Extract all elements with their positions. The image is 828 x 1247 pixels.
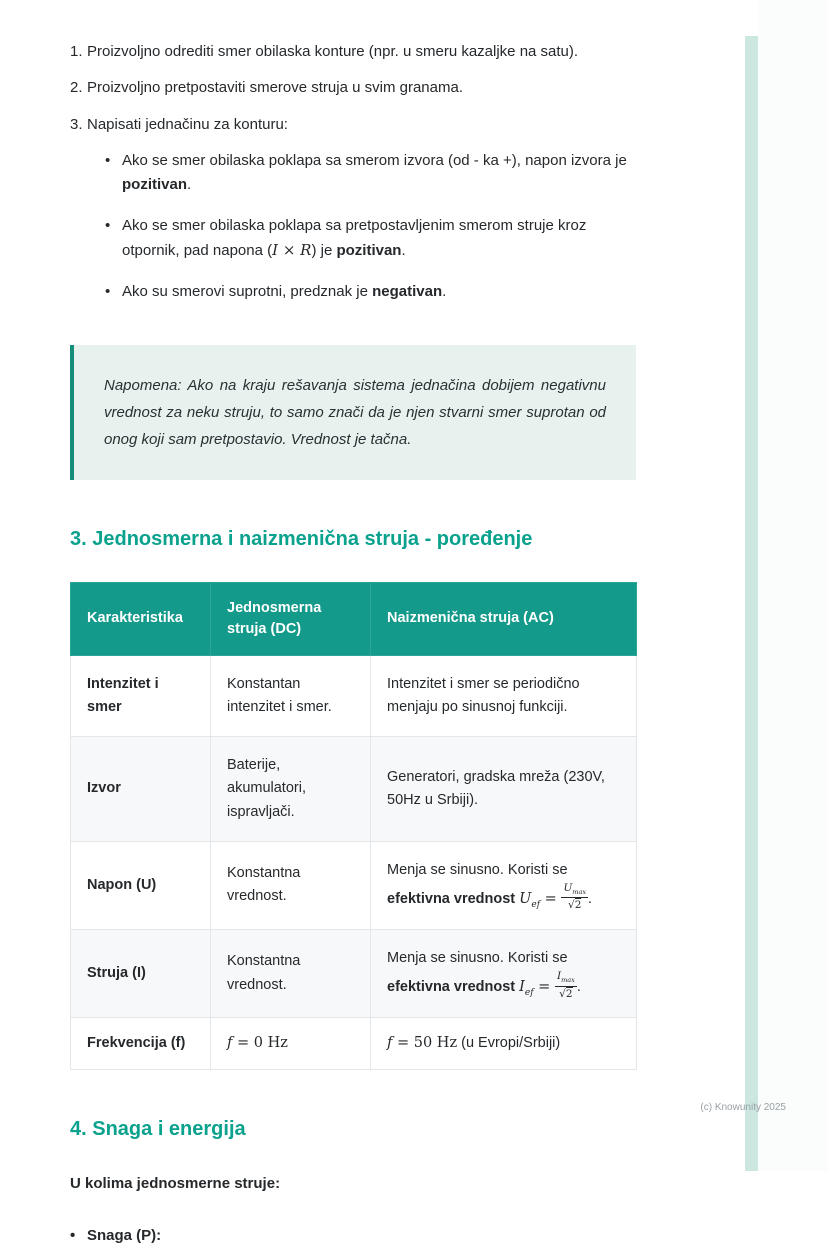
power-bullet-text: Snaga (P): [87,1226,162,1244]
cell-label: Struja (I) [71,929,211,1017]
bullet-marker: • [105,282,111,300]
bold-run: pozitivan [336,241,402,259]
power-bullet-item [70,1224,636,1247]
note-text: Napomena: Ako na kraju rešavanja sistema jednačina dobijem negativnu vrednost za neku struju, to samo znači da je njen stvarni smer suprotan od onog koji sam pretpostavio. Vrednost je tačna. [104,376,606,448]
comparison-table [70,582,637,1071]
sub-item-text [122,214,636,263]
list-item-body [87,113,636,321]
cell-ac [371,929,637,1017]
cell-dc: Konstantna vrednost. [211,929,371,1017]
table-header-row [71,582,637,655]
bold-run: efektivna vrednost [387,978,516,995]
sqrt-arg: 2 [565,987,573,1000]
cell-ac [371,841,637,929]
steps-list [70,40,636,321]
fraction [555,970,577,1000]
bullet-marker: • [105,151,111,169]
header-cell-dc: Jednosmerna struja (DC) [211,582,371,655]
sub-list [105,149,636,304]
math-sub: ef [531,899,541,910]
list-item-text: Proizvoljno odrediti smer obilaska konture (npr. u smeru kazaljke na satu). [87,43,579,60]
sub-item-text [122,280,446,304]
watermark: (c) Knowunity 2025 [700,1102,786,1113]
text-run: Ako se smer obilaska poklapa sa pretpostavljenim smerom struje kroz otpornik, pad napona ( [122,216,587,259]
sub-list-item-2 [105,214,636,263]
text-run: Menja se sinusno. Koristi se [387,861,568,878]
math-var: U [563,881,573,894]
cell-ac [371,1018,637,1070]
note-block [70,345,636,480]
text-run: Ako su smerovi suprotni, predznak je [122,282,373,300]
bold-run: efektivna vrednost [387,890,516,907]
list-item-text: Napisati jednačinu za konturu: [87,115,288,133]
text-run: Ako se smer obilaska poklapa sa smerom izvora (od - ka +), napon izvora je [122,151,627,169]
table-row-intenzitet [71,655,637,736]
header-cell-karakteristika: Karakteristika [71,582,211,655]
list-item-1 [70,40,636,63]
page-right-gutter [758,0,828,1171]
math-run: I × R [272,240,312,259]
math-var: I [519,978,525,995]
power-intro: U kolima jednosmerne struje: [70,1175,281,1193]
list-item-2 [70,76,636,99]
formula-ief [519,970,577,1000]
math-eq: = [540,890,562,907]
table-row-izvor [71,737,637,842]
cell-dc [211,1018,371,1070]
fraction [561,882,588,912]
bullet-marker: • [70,1226,76,1244]
text-run: . [187,175,192,193]
text-run: (u Evropi/Srbiji) [457,1035,561,1052]
table-row-napon [71,841,637,929]
cell-ac: Intenzitet i smer se periodično menjaju po sinusnoj funkciji. [371,655,637,736]
header-cell-ac: Naizmenična struja (AC) [371,582,637,655]
math-sub: max [572,888,587,896]
text-run: ) je [311,241,337,259]
cell-dc: Konstantan intenzitet i smer. [211,655,371,736]
list-item-3 [70,113,636,321]
cell-label: Frekvencija (f) [71,1018,211,1070]
sqrt-sign: √ [559,987,566,1000]
cell-dc: Baterije, akumulatori, ispravljači. [211,737,371,842]
formula-f50 [387,1035,457,1051]
text-run: . [401,241,406,259]
sqrt-arg: 2 [574,899,582,912]
cell-ac: Generatori, gradska mreža (230V, 50Hz u Srbiji). [371,737,637,842]
math-sub: ef [524,987,534,998]
math-sub: max [561,976,575,985]
section-heading-power: 4. Snaga i energija [70,1118,246,1141]
formula-uef [519,881,588,912]
cell-label: Izvor [71,737,211,842]
sub-list-item-1 [105,149,636,197]
sub-list-item-3 [105,280,636,304]
math-var: f [387,1035,393,1052]
list-number: 1. [70,43,83,60]
cell-label: Napon (U) [71,841,211,929]
section-heading-comparison: 3. Jednosmerna i naizmenična struja - poređenje [70,527,533,550]
bullet-marker: • [105,216,111,234]
text-run: . [576,978,581,995]
math-eq: = 0 Hz [232,1035,288,1052]
list-number: 2. [70,79,83,97]
text-run: Menja se sinusno. Koristi se [387,949,568,966]
math-eq: = [533,978,555,995]
text-run: . [588,890,593,907]
bold-run: negativan [372,282,443,300]
math-eq: = 50 Hz [392,1035,458,1052]
sub-item-text [122,149,636,197]
sqrt-sign: √ [568,899,575,912]
math-var: I [556,970,562,983]
formula-f0 [227,1035,288,1051]
table-row-frekvencija [71,1018,637,1070]
list-number: 3. [70,115,83,133]
math-var: f [227,1035,233,1052]
list-item-text: Proizvoljno pretpostaviti smerove struja u svim granama. [87,79,463,97]
bold-run: pozitivan [122,175,188,193]
text-run: . [442,282,447,300]
cell-label: Intenzitet i smer [71,655,211,736]
math-var: U [519,890,532,907]
table-row-struja [71,929,637,1017]
cell-dc: Konstantna vrednost. [211,841,371,929]
page-edge-bar [745,36,758,1171]
page-content [70,0,636,1247]
